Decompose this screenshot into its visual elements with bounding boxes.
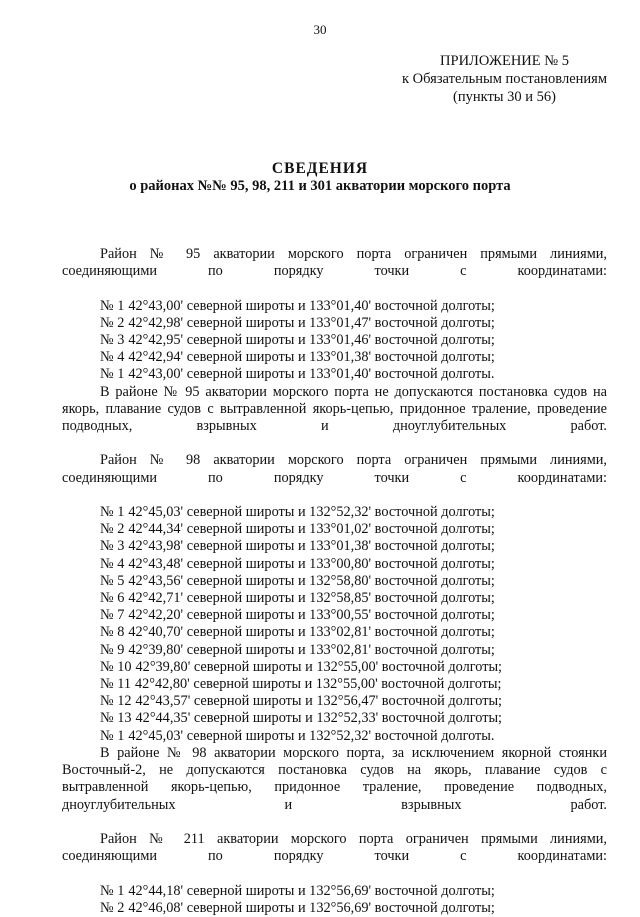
- coordinate-item: [100, 642, 607, 659]
- point-coordinates: 42°42,94' северной широты и 133°01,38' восточной долготы;: [128, 349, 495, 366]
- point-number: № 6: [100, 590, 125, 607]
- point-number: № 10: [100, 658, 132, 675]
- point-number: № 11: [100, 676, 131, 693]
- district-95-restriction: В районе № 95 акватории морского порта не допускаются постановка судов на якорь, плавание судов с вытравленной якорь-цепью, придонное траление, проведение подводных, взрывных и дноуглубительных работ.: [62, 383, 607, 435]
- appendix-reference: к Обязательным постановлениям: [402, 71, 607, 87]
- point-coordinates: 42°44,35' северной широты и 132°52,33' восточной долготы;: [135, 710, 503, 727]
- document-body: [62, 246, 607, 917]
- point-number: № 8: [100, 624, 125, 641]
- district-95-intro: Район № 95 акватории морского порта ограничен прямыми линиями, соединяющими по порядку точки с координатами:: [62, 246, 607, 280]
- coordinate-item: [100, 349, 607, 366]
- point-number: № 2: [100, 521, 125, 538]
- point-coordinates: 42°46,08' северной широты и 132°56,69' восточной долготы;: [128, 899, 495, 916]
- point-coordinates: 42°45,03' северной широты и 132°52,32' восточной долготы.: [128, 727, 495, 744]
- point-coordinates: 42°43,48' северной широты и 133°00,80' восточной долготы;: [128, 555, 495, 572]
- point-number: № 12: [100, 693, 132, 710]
- point-coordinates: 42°40,70' северной широты и 133°02,81' восточной долготы;: [128, 624, 495, 641]
- point-number: № 1: [100, 727, 125, 744]
- coordinate-item: [100, 590, 607, 607]
- point-number: № 4: [100, 349, 125, 366]
- coordinate-item: [100, 332, 607, 349]
- district-211-intro: Район № 211 акватории морского порта ограничен прямыми линиями, соединяющими по порядку точки с координатами:: [62, 830, 607, 865]
- coordinate-item: [100, 366, 607, 383]
- point-coordinates: 42°43,00' северной широты и 133°01,40' восточной долготы.: [128, 366, 495, 383]
- coordinate-item: [100, 659, 607, 676]
- district-98-intro: Район № 98 акватории морского порта ограничен прямыми линиями, соединяющими по порядку точки с координатами:: [62, 452, 607, 486]
- coordinate-item: [100, 900, 607, 917]
- appendix-header: [402, 52, 607, 106]
- coordinate-item: [100, 298, 607, 315]
- district-98-points: [62, 504, 607, 745]
- coordinate-item: [100, 676, 607, 693]
- document-title: СВЕДЕНИЯ: [271, 160, 369, 177]
- district-211-points: [62, 883, 607, 917]
- coordinate-item: [100, 573, 607, 590]
- coordinate-item: [100, 315, 607, 332]
- coordinate-item: [100, 710, 607, 727]
- coordinate-item: [100, 624, 607, 641]
- appendix-title: ПРИЛОЖЕНИЕ № 5: [440, 53, 569, 69]
- district-98-restriction: В районе № 98 акватории морского порта, за исключением якорной стоянки Восточный-2, не допускаются постановка судов на якорь, плавание судов с вытравленной якорь-цепью, придонное траление, проведение подводных, дноуглубительных и взрывных работ.: [62, 744, 607, 813]
- point-coordinates: 42°42,95' северной широты и 133°01,46' восточной долготы;: [128, 332, 495, 349]
- point-number: № 1: [100, 297, 125, 314]
- point-coordinates: 42°43,57' северной широты и 132°56,47' восточной долготы;: [135, 693, 503, 710]
- point-coordinates: 42°42,71' северной широты и 132°58,85' восточной долготы;: [128, 590, 495, 607]
- district-95-points: [62, 298, 607, 384]
- point-coordinates: 42°39,80' северной широты и 133°02,81' восточной долготы;: [128, 641, 495, 658]
- coordinate-item: [100, 504, 607, 521]
- point-number: № 1: [100, 882, 125, 899]
- coordinate-item: [100, 728, 607, 745]
- coordinate-item: [100, 883, 607, 900]
- point-coordinates: 42°43,56' северной широты и 132°58,80' восточной долготы;: [128, 572, 495, 589]
- coordinate-item: [100, 538, 607, 555]
- point-number: № 2: [100, 314, 125, 331]
- coordinate-item: [100, 607, 607, 624]
- point-coordinates: 42°39,80' северной широты и 132°55,00' восточной долготы;: [135, 658, 503, 675]
- point-number: № 4: [100, 555, 125, 572]
- point-coordinates: 42°42,20' северной широты и 133°00,55' восточной долготы;: [128, 607, 495, 624]
- point-coordinates: 42°43,98' северной широты и 133°01,38' восточной долготы;: [128, 538, 495, 555]
- point-number: № 2: [100, 899, 125, 916]
- point-number: № 3: [100, 332, 125, 349]
- point-coordinates: 42°42,80' северной широты и 132°55,00' восточной долготы;: [134, 676, 502, 693]
- point-number: № 7: [100, 607, 125, 624]
- coordinate-item: [100, 521, 607, 538]
- page-number: 30: [313, 22, 327, 37]
- point-number: № 3: [100, 538, 125, 555]
- point-number: № 1: [100, 504, 125, 521]
- point-coordinates: 42°44,34' северной широты и 133°01,02' восточной долготы;: [128, 521, 495, 538]
- point-number: № 1: [100, 366, 125, 383]
- coordinate-item: [100, 556, 607, 573]
- appendix-clauses: (пункты 30 и 56): [453, 89, 556, 105]
- point-coordinates: 42°45,03' северной широты и 132°52,32' восточной долготы;: [128, 504, 495, 521]
- point-coordinates: 42°42,98' северной широты и 133°01,47' восточной долготы;: [128, 314, 495, 331]
- coordinate-item: [100, 693, 607, 710]
- point-coordinates: 42°44,18' северной широты и 132°56,69' восточной долготы;: [128, 882, 495, 899]
- point-number: № 5: [100, 572, 125, 589]
- document-subtitle: о районах №№ 95, 98, 211 и 301 акватории морского порта: [129, 178, 511, 194]
- point-number: № 9: [100, 641, 125, 658]
- point-number: № 13: [100, 710, 132, 727]
- point-coordinates: 42°43,00' северной широты и 133°01,40' восточной долготы;: [128, 297, 495, 314]
